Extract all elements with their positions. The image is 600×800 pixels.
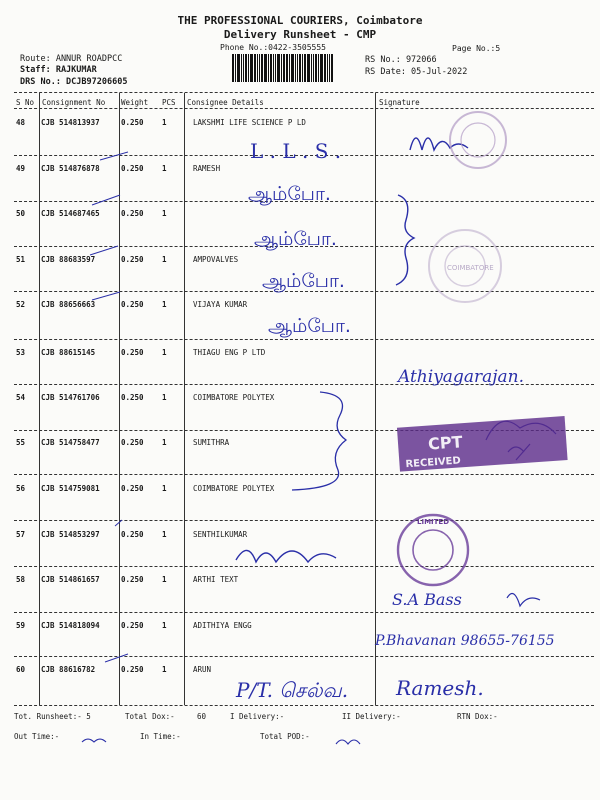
row-weight: 0.250 bbox=[121, 209, 144, 218]
row-details: SENTHILKUMAR bbox=[193, 530, 248, 539]
col-header-sno: S No bbox=[16, 98, 35, 107]
row-consignment: CJB 88615145 bbox=[41, 348, 96, 357]
row-pcs: 1 bbox=[162, 209, 167, 218]
total-pod-label: Total POD:- bbox=[260, 732, 310, 741]
rs-date: RS Date: 05-Jul-2022 bbox=[365, 67, 468, 77]
tick-mark bbox=[92, 195, 120, 205]
handwriting-row48: L . L . S . bbox=[250, 139, 342, 163]
phone-number: Phone No.:0422-3505555 bbox=[220, 43, 326, 52]
row-consignment: CJB 514759081 bbox=[41, 484, 100, 493]
row-pcs: 1 bbox=[162, 484, 167, 493]
row-weight: 0.250 bbox=[121, 665, 144, 674]
handwriting-row58: S.A Bass bbox=[392, 590, 462, 609]
row-consignment: CJB 514818094 bbox=[41, 621, 100, 630]
row-weight: 0.250 bbox=[121, 255, 144, 264]
tick-mark bbox=[100, 152, 128, 160]
row-details: LAKSHMI LIFE SCIENCE P LD bbox=[193, 118, 306, 127]
row-details: SUMITHRA bbox=[193, 438, 230, 447]
row-weight: 0.250 bbox=[121, 621, 144, 630]
total-dox-value: 60 bbox=[197, 712, 207, 721]
row-pcs: 1 bbox=[162, 393, 167, 402]
row-weight: 0.250 bbox=[121, 438, 144, 447]
row-consignment: CJB 514853297 bbox=[41, 530, 100, 539]
signature-scribble bbox=[507, 594, 540, 607]
signature-scribble bbox=[236, 550, 336, 562]
col-header-consignment: Consignment No bbox=[42, 98, 106, 107]
rs-number: RS No.: 972066 bbox=[365, 55, 437, 65]
brace-mark bbox=[292, 392, 346, 490]
row-sno: 60 bbox=[16, 665, 26, 674]
received-stamp-text: RECEIVED bbox=[405, 455, 462, 471]
rtn-dox-label: RTN Dox:- bbox=[457, 712, 498, 721]
row-sno: 49 bbox=[16, 164, 26, 173]
drs-number: DRS No.: DCJB97206605 bbox=[20, 77, 128, 87]
tick-mark bbox=[90, 246, 118, 255]
row-pcs: 1 bbox=[162, 255, 167, 264]
row-pcs: 1 bbox=[162, 300, 167, 309]
row-consignment: CJB 514813937 bbox=[41, 118, 100, 127]
tick-mark bbox=[115, 520, 122, 526]
row-details: AMPOVALVES bbox=[193, 255, 239, 264]
route-label: Route: ANNUR ROADPCC bbox=[20, 54, 123, 64]
staff-label: Staff: RAJKUMAR bbox=[20, 65, 97, 75]
handwriting-row51: ஆம்போ. bbox=[262, 270, 345, 292]
page-number: Page No.:5 bbox=[452, 44, 501, 53]
col-header-signature: Signature bbox=[379, 98, 420, 107]
row-weight: 0.250 bbox=[121, 164, 144, 173]
row-details: ARTHI TEXT bbox=[193, 575, 239, 584]
row-consignment: CJB 514758477 bbox=[41, 438, 100, 447]
pod-scribble bbox=[336, 740, 360, 744]
row-weight: 0.250 bbox=[121, 484, 144, 493]
signature-scribble bbox=[410, 138, 468, 150]
tick-mark bbox=[105, 654, 128, 662]
handwriting-row59: P.Bhavanan 98655-76155 bbox=[375, 633, 555, 649]
row-weight: 0.250 bbox=[121, 118, 144, 127]
col-header-pcs: PCS bbox=[162, 98, 176, 107]
handwriting-row52: ஆம்போ. bbox=[268, 315, 351, 337]
row-sno: 53 bbox=[16, 348, 26, 357]
col-header-details: Consignee Details bbox=[187, 98, 264, 107]
in-time-label: In Time:- bbox=[140, 732, 181, 741]
limited-seal-stamp-inner bbox=[413, 530, 453, 570]
row-sno: 52 bbox=[16, 300, 26, 309]
row-pcs: 1 bbox=[162, 118, 167, 127]
tick-mark bbox=[92, 292, 120, 300]
circular-stamp bbox=[450, 112, 506, 168]
row-weight: 0.250 bbox=[121, 530, 144, 539]
row-sno: 59 bbox=[16, 621, 26, 630]
row-weight: 0.250 bbox=[121, 393, 144, 402]
row-sno: 48 bbox=[16, 118, 26, 127]
row-details: ADITHIYA ENGG bbox=[193, 621, 252, 630]
tot-runsheet: Tot. Runsheet:- 5 bbox=[14, 712, 91, 721]
limited-stamp-text: LIMITED bbox=[417, 518, 450, 526]
company-title: THE PROFESSIONAL COURIERS, Coimbatore bbox=[177, 14, 423, 27]
row-consignment: CJB 514687465 bbox=[41, 209, 100, 218]
row-pcs: 1 bbox=[162, 348, 167, 357]
out-time-label: Out Time:- bbox=[14, 732, 60, 741]
handwriting-row60-right: Ramesh. bbox=[396, 676, 484, 700]
row-sno: 50 bbox=[16, 209, 26, 218]
row-weight: 0.250 bbox=[121, 575, 144, 584]
row-pcs: 1 bbox=[162, 438, 167, 447]
row-weight: 0.250 bbox=[121, 300, 144, 309]
row-details: THIAGU ENG P LTD bbox=[193, 348, 266, 357]
brace-mark bbox=[396, 195, 414, 285]
total-dox-label: Total Dox:- bbox=[125, 712, 175, 721]
row-sno: 51 bbox=[16, 255, 26, 264]
row-consignment: CJB 88616782 bbox=[41, 665, 96, 674]
row-sno: 54 bbox=[16, 393, 26, 402]
row-pcs: 1 bbox=[162, 621, 167, 630]
row-consignment: CJB 514761706 bbox=[41, 393, 100, 402]
row-details: ARUN bbox=[193, 665, 212, 674]
row-pcs: 1 bbox=[162, 530, 167, 539]
row-consignment: CJB 88656663 bbox=[41, 300, 96, 309]
handwriting-row60-left: P/T. செல்வ. bbox=[236, 678, 349, 702]
cpt-received-stamp bbox=[397, 416, 568, 472]
row-pcs: 1 bbox=[162, 164, 167, 173]
row-sno: 56 bbox=[16, 484, 26, 493]
row-consignment: CJB 88683597 bbox=[41, 255, 96, 264]
row-sno: 55 bbox=[16, 438, 26, 447]
handwriting-row49: ஆம்போ. bbox=[248, 183, 331, 205]
cpt-stamp-text: CPT bbox=[427, 432, 464, 454]
col-header-weight: Weight bbox=[121, 98, 149, 107]
row-sno: 58 bbox=[16, 575, 26, 584]
row-details: COIMBATORE POLYTEX bbox=[193, 484, 275, 493]
out-time-scribble bbox=[82, 739, 106, 742]
row-details: RAMESH bbox=[193, 164, 221, 173]
row-details: COIMBATORE POLYTEX bbox=[193, 393, 275, 402]
circular-stamp-inner bbox=[461, 123, 495, 157]
ii-delivery-label: II Delivery:- bbox=[342, 712, 401, 721]
row-weight: 0.250 bbox=[121, 348, 144, 357]
row-sno: 57 bbox=[16, 530, 26, 539]
runsheet-title: Delivery Runsheet - CMP bbox=[223, 28, 377, 41]
row-pcs: 1 bbox=[162, 665, 167, 674]
row-consignment: CJB 514876878 bbox=[41, 164, 100, 173]
row-pcs: 1 bbox=[162, 575, 167, 584]
i-delivery-label: I Delivery:- bbox=[230, 712, 285, 721]
row-consignment: CJB 514861657 bbox=[41, 575, 100, 584]
handwriting-row53: Athiyagarajan. bbox=[398, 367, 524, 387]
handwriting-row50: ஆம்போ. bbox=[254, 228, 337, 250]
row-details: VIJAYA KUMAR bbox=[193, 300, 248, 309]
faint-stamp-text: COIMBATORE bbox=[447, 264, 494, 272]
